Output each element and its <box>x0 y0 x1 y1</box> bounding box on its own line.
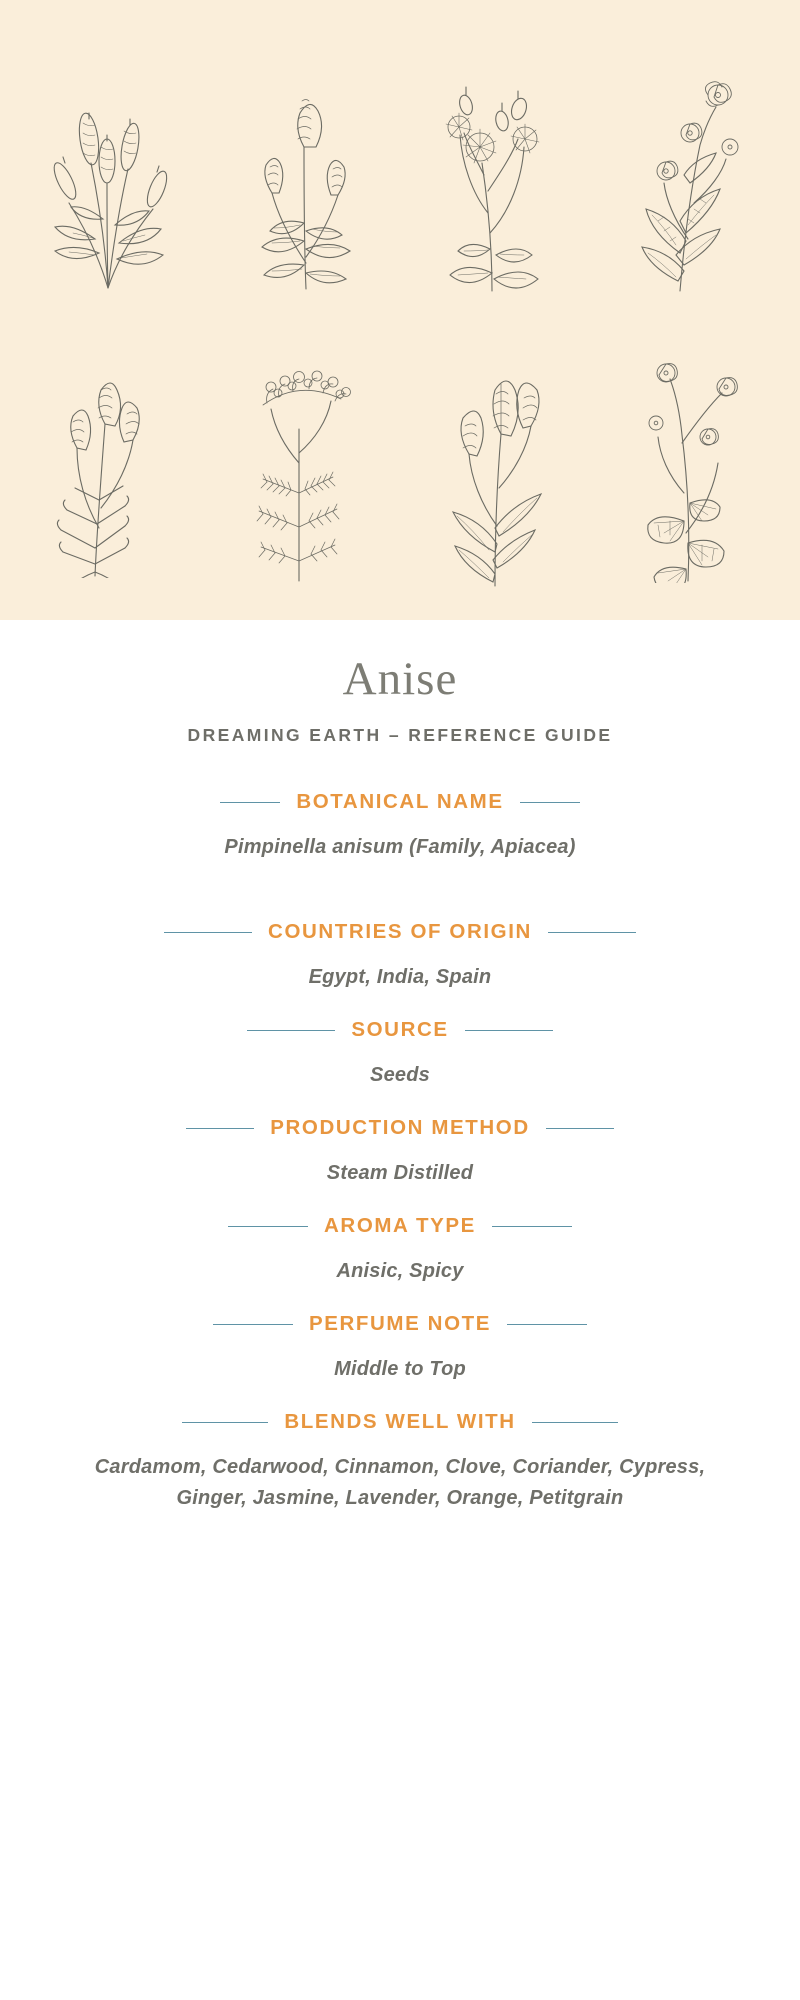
field-heading <box>0 1018 800 1042</box>
rule-right <box>532 1422 618 1423</box>
rule-left <box>164 932 252 933</box>
botanical-yarrow-sketch <box>205 315 400 610</box>
field-source <box>0 1018 800 1090</box>
field-heading <box>0 1214 800 1238</box>
rule-right <box>492 1226 572 1227</box>
field-heading <box>0 790 800 814</box>
rule-left <box>220 802 280 803</box>
rule-left <box>247 1030 335 1031</box>
botanical-grid <box>0 0 800 620</box>
field-perfume-note <box>0 1312 800 1384</box>
field-blends-well-with <box>0 1410 800 1514</box>
rule-left <box>186 1128 254 1129</box>
field-value: Steam Distilled <box>326 1162 474 1184</box>
botanical-geranium-sketch <box>595 315 790 610</box>
rule-right <box>546 1128 614 1129</box>
field-heading <box>0 1410 800 1434</box>
field-value: Seeds <box>370 1064 430 1086</box>
field-label: BLENDS WELL WITH <box>284 1410 516 1433</box>
page-subtitle: DREAMING EARTH – REFERENCE GUIDE <box>187 725 613 745</box>
field-label: AROMA TYPE <box>324 1214 476 1237</box>
field-heading <box>0 1312 800 1336</box>
field-value: Cardamom, Cedarwood, Cinnamon, Clove, Coriander, Cypress, Ginger, Jasmine, Lavender, Orange, Petitgrain <box>94 1456 706 1509</box>
rule-right <box>507 1324 587 1325</box>
field-label: COUNTRIES OF ORIGIN <box>268 920 532 943</box>
rule-left <box>213 1324 293 1325</box>
botanical-sage-spike-sketch <box>400 315 595 610</box>
botanical-dandelion-sketch <box>400 20 595 315</box>
field-heading <box>0 1116 800 1140</box>
page-title: Anise <box>342 653 458 705</box>
rule-right <box>465 1030 553 1031</box>
field-value: Anisic, Spicy <box>336 1260 464 1282</box>
field-label: SOURCE <box>351 1018 449 1041</box>
botanical-lavender-sketch <box>205 20 400 315</box>
botanical-plantain-sketch <box>10 20 205 315</box>
field-value: Egypt, India, Spain <box>308 966 492 988</box>
field-botanical-name <box>0 790 800 862</box>
field-label: PERFUME NOTE <box>308 1312 492 1335</box>
reference-content <box>0 620 800 1568</box>
botanical-mallow-flower-sketch <box>595 20 790 315</box>
field-production-method <box>0 1116 800 1188</box>
rule-right <box>548 932 636 933</box>
rule-left <box>182 1422 268 1423</box>
rule-left <box>228 1226 308 1227</box>
field-countries-of-origin <box>0 920 800 992</box>
botanical-hyssop-sketch <box>10 315 205 610</box>
field-aroma-type <box>0 1214 800 1286</box>
field-label: PRODUCTION METHOD <box>270 1116 530 1139</box>
field-value: Pimpinella anisum (Family, Apiacea) <box>224 836 576 858</box>
rule-right <box>520 802 580 803</box>
field-value: Middle to Top <box>334 1358 466 1380</box>
field-heading <box>0 920 800 944</box>
field-label: BOTANICAL NAME <box>296 790 504 813</box>
botanical-illustration-panel <box>0 0 800 620</box>
